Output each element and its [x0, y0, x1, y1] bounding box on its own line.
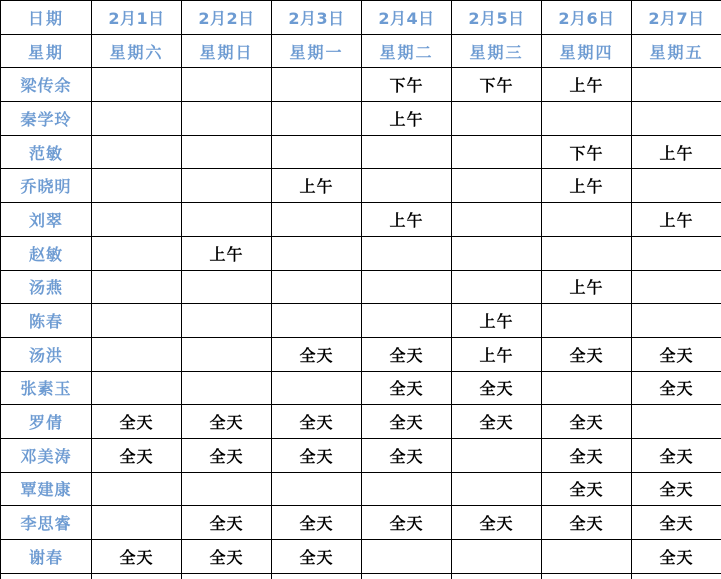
schedule-cell[interactable]: 全天 — [272, 506, 362, 540]
schedule-cell[interactable]: 全天 — [92, 438, 182, 472]
schedule-cell[interactable] — [272, 371, 362, 405]
date-header-row — [1, 1, 721, 35]
schedule-cell[interactable]: 全天 — [92, 540, 182, 574]
schedule-cell[interactable] — [632, 304, 721, 338]
partial-row — [1, 573, 721, 579]
weekday-cell[interactable]: 星期一 — [272, 34, 362, 68]
schedule-cell[interactable] — [452, 438, 542, 472]
schedule-cell[interactable] — [92, 506, 182, 540]
schedule-cell[interactable] — [542, 203, 632, 237]
weekday-cell[interactable]: 星期三 — [452, 34, 542, 68]
person-name-cell[interactable]: 邓美涛 — [1, 438, 92, 472]
schedule-cell[interactable] — [632, 236, 721, 270]
date-label-cell[interactable]: 日期 — [1, 1, 92, 35]
schedule-cell[interactable] — [452, 472, 542, 506]
schedule-cell[interactable]: 全天 — [452, 371, 542, 405]
empty-cell — [362, 573, 452, 579]
schedule-cell[interactable]: 下午 — [452, 68, 542, 102]
person-row — [1, 405, 721, 439]
person-row — [1, 304, 721, 338]
schedule-cell[interactable]: 全天 — [542, 506, 632, 540]
schedule-cell[interactable]: 上午 — [632, 135, 721, 169]
schedule-cell[interactable]: 全天 — [632, 337, 721, 371]
schedule-cell[interactable]: 上午 — [452, 304, 542, 338]
person-row — [1, 337, 721, 371]
schedule-cell[interactable]: 全天 — [452, 506, 542, 540]
schedule-cell[interactable]: 全天 — [632, 506, 721, 540]
schedule-cell[interactable]: 全天 — [362, 405, 452, 439]
schedule-cell[interactable] — [542, 371, 632, 405]
schedule-cell[interactable]: 全天 — [272, 438, 362, 472]
person-name-cell[interactable]: 刘翠 — [1, 203, 92, 237]
schedule-cell[interactable] — [542, 304, 632, 338]
schedule-cell[interactable] — [182, 371, 272, 405]
schedule-cell[interactable]: 上午 — [542, 68, 632, 102]
schedule-cell[interactable] — [92, 270, 182, 304]
schedule-cell[interactable]: 上午 — [542, 270, 632, 304]
person-row — [1, 135, 721, 169]
date-cell[interactable]: 2月6日 — [542, 1, 632, 35]
schedule-cell[interactable] — [92, 236, 182, 270]
empty-cell — [452, 573, 542, 579]
person-name-cell[interactable]: 罗倩 — [1, 405, 92, 439]
schedule-cell[interactable] — [272, 236, 362, 270]
weekday-cell[interactable]: 星期六 — [92, 34, 182, 68]
person-row — [1, 506, 721, 540]
schedule-cell[interactable] — [92, 472, 182, 506]
schedule-cell[interactable] — [92, 203, 182, 237]
empty-cell — [92, 573, 182, 579]
weekday-header-row — [1, 34, 721, 68]
person-row — [1, 540, 721, 574]
person-row — [1, 68, 721, 102]
person-name-cell[interactable]: 陈春 — [1, 304, 92, 338]
schedule-cell[interactable] — [92, 68, 182, 102]
schedule-cell[interactable] — [92, 169, 182, 203]
person-row — [1, 169, 721, 203]
schedule-cell[interactable]: 全天 — [272, 405, 362, 439]
person-name-cell[interactable]: 李思睿 — [1, 506, 92, 540]
schedule-cell[interactable] — [632, 405, 721, 439]
empty-cell — [1, 573, 92, 579]
schedule-cell[interactable]: 全天 — [362, 506, 452, 540]
schedule-cell[interactable]: 全天 — [362, 337, 452, 371]
week-label-cell[interactable]: 星期 — [1, 34, 92, 68]
person-name-cell[interactable]: 汤洪 — [1, 337, 92, 371]
schedule-cell[interactable] — [272, 270, 362, 304]
schedule-cell[interactable]: 全天 — [182, 506, 272, 540]
schedule-cell[interactable] — [272, 472, 362, 506]
schedule-cell[interactable] — [452, 102, 542, 136]
schedule-cell[interactable] — [452, 135, 542, 169]
schedule-cell[interactable] — [272, 68, 362, 102]
person-name-cell[interactable]: 梁传余 — [1, 68, 92, 102]
person-name-cell[interactable]: 张素玉 — [1, 371, 92, 405]
schedule-cell[interactable]: 全天 — [272, 540, 362, 574]
schedule-cell[interactable] — [272, 102, 362, 136]
date-cell[interactable]: 2月5日 — [452, 1, 542, 35]
person-name-cell[interactable]: 谢春 — [1, 540, 92, 574]
schedule-cell[interactable] — [452, 203, 542, 237]
schedule-cell[interactable]: 上午 — [362, 203, 452, 237]
date-cell[interactable]: 2月1日 — [92, 1, 182, 35]
schedule-cell[interactable] — [92, 337, 182, 371]
schedule-cell[interactable] — [272, 304, 362, 338]
schedule-cell[interactable]: 全天 — [92, 405, 182, 439]
weekday-cell[interactable]: 星期日 — [182, 34, 272, 68]
schedule-cell[interactable]: 全天 — [272, 337, 362, 371]
empty-cell — [272, 573, 362, 579]
empty-cell — [182, 573, 272, 579]
schedule-cell[interactable]: 上午 — [362, 102, 452, 136]
schedule-cell[interactable]: 上午 — [452, 337, 542, 371]
schedule-cell[interactable] — [452, 270, 542, 304]
schedule-cell[interactable] — [362, 270, 452, 304]
schedule-cell[interactable]: 全天 — [542, 472, 632, 506]
schedule-cell[interactable] — [362, 304, 452, 338]
person-name-cell[interactable]: 赵敏 — [1, 236, 92, 270]
date-cell[interactable]: 2月3日 — [272, 1, 362, 35]
schedule-cell[interactable] — [632, 270, 721, 304]
schedule-cell[interactable]: 全天 — [362, 438, 452, 472]
date-cell[interactable]: 2月4日 — [362, 1, 452, 35]
schedule-cell[interactable]: 上午 — [182, 236, 272, 270]
schedule-cell[interactable]: 上午 — [272, 169, 362, 203]
schedule-cell[interactable] — [182, 102, 272, 136]
schedule-cell[interactable] — [632, 169, 721, 203]
weekday-cell[interactable]: 星期五 — [632, 34, 721, 68]
schedule-cell[interactable] — [182, 270, 272, 304]
schedule-cell[interactable] — [182, 337, 272, 371]
schedule-cell[interactable]: 全天 — [362, 371, 452, 405]
schedule-cell[interactable]: 下午 — [362, 68, 452, 102]
schedule-cell[interactable] — [182, 135, 272, 169]
schedule-cell[interactable]: 下午 — [542, 135, 632, 169]
person-name-cell[interactable]: 汤燕 — [1, 270, 92, 304]
person-row — [1, 438, 721, 472]
schedule-cell[interactable] — [452, 169, 542, 203]
schedule-cell[interactable] — [542, 540, 632, 574]
schedule-cell[interactable]: 全天 — [542, 438, 632, 472]
date-cell[interactable]: 2月2日 — [182, 1, 272, 35]
schedule-cell[interactable] — [632, 68, 721, 102]
schedule-cell[interactable] — [92, 371, 182, 405]
schedule-cell[interactable] — [182, 169, 272, 203]
person-row — [1, 472, 721, 506]
weekday-cell[interactable]: 星期二 — [362, 34, 452, 68]
person-name-cell[interactable]: 覃建康 — [1, 472, 92, 506]
schedule-cell[interactable]: 上午 — [632, 203, 721, 237]
person-row — [1, 102, 721, 136]
person-row — [1, 270, 721, 304]
schedule-cell[interactable] — [272, 203, 362, 237]
person-row — [1, 236, 721, 270]
schedule-cell[interactable] — [452, 236, 542, 270]
schedule-cell[interactable]: 全天 — [542, 405, 632, 439]
date-cell[interactable]: 2月7日 — [632, 1, 721, 35]
schedule-cell[interactable] — [542, 102, 632, 136]
person-name-cell[interactable]: 乔晓明 — [1, 169, 92, 203]
schedule-cell[interactable]: 全天 — [542, 337, 632, 371]
schedule-cell[interactable] — [182, 304, 272, 338]
empty-cell — [542, 573, 632, 579]
person-name-cell[interactable]: 秦学玲 — [1, 102, 92, 136]
schedule-cell[interactable] — [362, 169, 452, 203]
person-name-cell[interactable]: 范敏 — [1, 135, 92, 169]
schedule-cell[interactable]: 全天 — [632, 540, 721, 574]
empty-cell — [632, 573, 721, 579]
schedule-cell[interactable] — [182, 203, 272, 237]
schedule-cell[interactable] — [182, 68, 272, 102]
schedule-cell[interactable]: 全天 — [632, 472, 721, 506]
schedule-cell[interactable]: 全天 — [182, 438, 272, 472]
schedule-cell[interactable] — [542, 236, 632, 270]
schedule-cell[interactable] — [362, 540, 452, 574]
schedule-cell[interactable]: 上午 — [542, 169, 632, 203]
schedule-cell[interactable] — [182, 472, 272, 506]
schedule-cell[interactable] — [92, 135, 182, 169]
schedule-cell[interactable] — [632, 102, 721, 136]
schedule-cell[interactable] — [362, 472, 452, 506]
schedule-cell[interactable] — [92, 102, 182, 136]
schedule-cell[interactable] — [272, 135, 362, 169]
schedule-cell[interactable]: 全天 — [182, 405, 272, 439]
schedule-cell[interactable] — [92, 304, 182, 338]
schedule-cell[interactable]: 全天 — [452, 405, 542, 439]
schedule-cell[interactable]: 全天 — [632, 438, 721, 472]
person-row — [1, 203, 721, 237]
schedule-cell[interactable]: 全天 — [632, 371, 721, 405]
schedule-cell[interactable] — [452, 540, 542, 574]
schedule-cell[interactable]: 全天 — [182, 540, 272, 574]
schedule-cell[interactable] — [362, 135, 452, 169]
person-row — [1, 371, 721, 405]
weekday-cell[interactable]: 星期四 — [542, 34, 632, 68]
schedule-cell[interactable] — [362, 236, 452, 270]
